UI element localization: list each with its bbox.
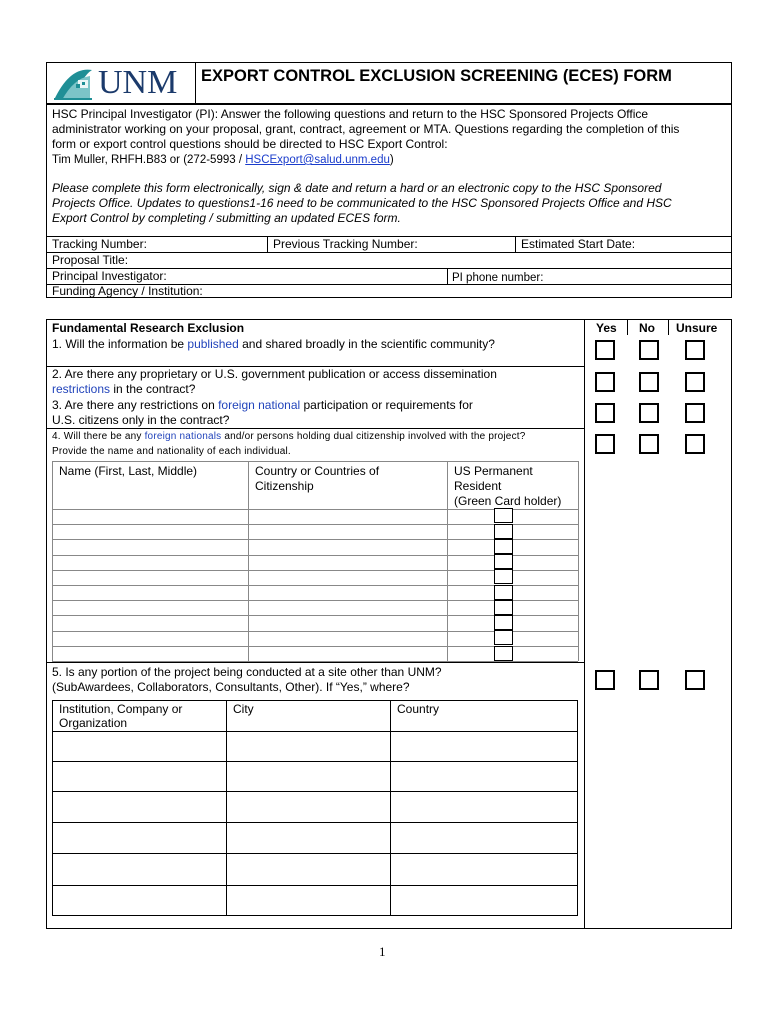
info-divider-1 bbox=[267, 236, 268, 252]
q5-yes-checkbox[interactable] bbox=[595, 670, 615, 690]
col-header-unsure: Unsure bbox=[676, 321, 718, 335]
green-card-checkbox[interactable] bbox=[494, 569, 513, 584]
unm-logo bbox=[52, 64, 192, 102]
info-row-line-1 bbox=[46, 252, 732, 253]
info-divider-2 bbox=[515, 236, 516, 252]
q1-yes-checkbox[interactable] bbox=[595, 340, 615, 360]
q3-separator bbox=[46, 428, 584, 429]
question-3-line-1 bbox=[52, 398, 473, 413]
site-row-line bbox=[52, 731, 577, 732]
unsure-col-divider bbox=[668, 319, 669, 335]
site-row-line bbox=[52, 822, 577, 823]
instructions-line-1: Please complete this form electronically, sign & date and return a hard or an electronic copy to the HSC Sponsored bbox=[52, 181, 662, 195]
question-2-line-2 bbox=[52, 382, 195, 397]
site-col-institution-header-1: Institution, Company or bbox=[59, 702, 183, 716]
site-row-line bbox=[52, 885, 577, 886]
answers-divider bbox=[584, 319, 585, 929]
q2-unsure-checkbox[interactable] bbox=[685, 372, 705, 392]
col-header-yes: Yes bbox=[596, 321, 617, 335]
site-table-left bbox=[52, 700, 53, 916]
q4-yes-checkbox[interactable] bbox=[595, 434, 615, 454]
green-card-checkbox[interactable] bbox=[494, 600, 513, 615]
form-title: EXPORT CONTROL EXCLUSION SCREENING (ECES) FORM bbox=[201, 67, 672, 85]
q1-text: 1. Will the information be bbox=[52, 337, 188, 351]
contact-text: Tim Muller, RHFH.B83 or (272-5993 / bbox=[52, 154, 246, 166]
fn-col-country-header-1: Country or Countries of bbox=[255, 464, 380, 478]
green-card-checkbox[interactable] bbox=[494, 585, 513, 600]
fn-table-right bbox=[578, 461, 579, 661]
pi-phone-label[interactable]: PI phone number: bbox=[452, 272, 544, 284]
site-row-line bbox=[52, 853, 577, 854]
tracking-number-label[interactable]: Tracking Number: bbox=[52, 237, 147, 251]
q4-link[interactable]: foreign nationals bbox=[144, 431, 222, 442]
site-table-right bbox=[577, 700, 578, 916]
site-col-country-header: Country bbox=[397, 702, 440, 716]
col-header-no: No bbox=[639, 321, 655, 335]
instructions-line-2: Projects Office. Updates to questions1-16 need to be communicated to the HSC Sponsored Projects Office and HSC bbox=[52, 196, 672, 210]
q4-text-end: and/or persons holding dual citizenship involved with the project? bbox=[221, 431, 526, 442]
q4-text: 4. Will there be any bbox=[52, 431, 145, 442]
q1-text-end: and shared broadly in the scientific community? bbox=[238, 337, 495, 351]
site-table-col-2 bbox=[226, 700, 227, 916]
question-2-line-1: 2. Are there any proprietary or U.S. government publication or access dissemination bbox=[52, 367, 497, 381]
intro-line-3: form or export control questions should be directed to HSC Export Control: bbox=[52, 137, 448, 151]
page-number: 1 bbox=[379, 944, 386, 959]
site-row-line bbox=[52, 761, 577, 762]
fn-col-resident-header-2: Resident bbox=[454, 479, 502, 493]
site-row-line bbox=[52, 791, 577, 792]
logo-text: UNM bbox=[98, 64, 178, 101]
green-card-checkbox[interactable] bbox=[494, 554, 513, 569]
q1-unsure-checkbox[interactable] bbox=[685, 340, 705, 360]
q5-no-checkbox[interactable] bbox=[639, 670, 659, 690]
question-5-line-1: 5. Is any portion of the project being conducted at a site other than UNM? bbox=[52, 665, 442, 679]
fn-table-top bbox=[52, 461, 578, 462]
q4-no-checkbox[interactable] bbox=[639, 434, 659, 454]
q4-separator bbox=[46, 662, 584, 663]
estimated-start-date-label[interactable]: Estimated Start Date: bbox=[521, 237, 636, 251]
green-card-checkbox[interactable] bbox=[494, 508, 513, 523]
q2-text-end: in the contract? bbox=[110, 382, 196, 396]
site-col-institution-header-2: Organization bbox=[59, 716, 128, 730]
site-table-top bbox=[52, 700, 577, 701]
fn-col-resident-header-3: (Green Card holder) bbox=[454, 494, 562, 508]
q2-link[interactable]: restrictions bbox=[52, 382, 111, 396]
intro-contact bbox=[52, 153, 394, 167]
site-col-city-header: City bbox=[233, 702, 254, 716]
previous-tracking-number-label[interactable]: Previous Tracking Number: bbox=[273, 237, 418, 251]
q3-unsure-checkbox[interactable] bbox=[685, 403, 705, 423]
question-3-line-2: U.S. citizens only in the contract? bbox=[52, 413, 230, 427]
fn-col-resident-header-1: US Permanent bbox=[454, 464, 533, 478]
green-card-checkbox[interactable] bbox=[494, 630, 513, 645]
info-divider-3 bbox=[447, 268, 448, 284]
fn-col-country-header-2: Citizenship bbox=[255, 479, 314, 493]
question-1 bbox=[52, 337, 495, 352]
question-4-line-2: Provide the name and nationality of each individual. bbox=[52, 446, 291, 457]
funding-agency-label[interactable]: Funding Agency / Institution: bbox=[52, 284, 203, 298]
site-table-bottom bbox=[52, 915, 577, 916]
q3-text-end: participation or requirements for bbox=[300, 398, 473, 412]
header-divider bbox=[195, 62, 196, 104]
q1-no-checkbox[interactable] bbox=[639, 340, 659, 360]
intro-line-2: administrator working on your proposal, grant, contract, agreement or MTA. Questions regarding the completion of this bbox=[52, 122, 680, 136]
q3-no-checkbox[interactable] bbox=[639, 403, 659, 423]
green-card-checkbox[interactable] bbox=[494, 524, 513, 539]
green-card-checkbox[interactable] bbox=[494, 615, 513, 630]
contact-email-link[interactable]: HSCExport@salud.unm.edu bbox=[245, 154, 390, 166]
q3-text: 3. Are there any restrictions on bbox=[52, 398, 219, 412]
green-card-checkbox[interactable] bbox=[494, 646, 513, 661]
q3-link[interactable]: foreign national bbox=[218, 398, 301, 412]
fn-col-name-header: Name (First, Last, Middle) bbox=[59, 464, 198, 478]
principal-investigator-label[interactable]: Principal Investigator: bbox=[52, 269, 167, 283]
question-4-line-1 bbox=[52, 430, 526, 444]
q5-unsure-checkbox[interactable] bbox=[685, 670, 705, 690]
proposal-title-label[interactable]: Proposal Title: bbox=[52, 253, 129, 267]
no-col-divider bbox=[627, 319, 628, 335]
intro-line-1: HSC Principal Investigator (PI): Answer the following questions and return to the HSC Sponsored Projects Office bbox=[52, 107, 649, 121]
section-title: Fundamental Research Exclusion bbox=[52, 321, 245, 335]
question-5-line-2: (SubAwardees, Collaborators, Consultants, Other). If “Yes,” where? bbox=[52, 680, 410, 694]
green-card-checkbox[interactable] bbox=[494, 539, 513, 554]
q2-no-checkbox[interactable] bbox=[639, 372, 659, 392]
instructions-line-3: Export Control by completing / submitting an updated ECES form. bbox=[52, 211, 401, 225]
q4-unsure-checkbox[interactable] bbox=[685, 434, 705, 454]
q1-link[interactable]: published bbox=[187, 337, 239, 351]
contact-suffix: ) bbox=[389, 154, 394, 166]
q2-yes-checkbox[interactable] bbox=[595, 372, 615, 392]
q3-yes-checkbox[interactable] bbox=[595, 403, 615, 423]
site-table-col-3 bbox=[390, 700, 391, 916]
